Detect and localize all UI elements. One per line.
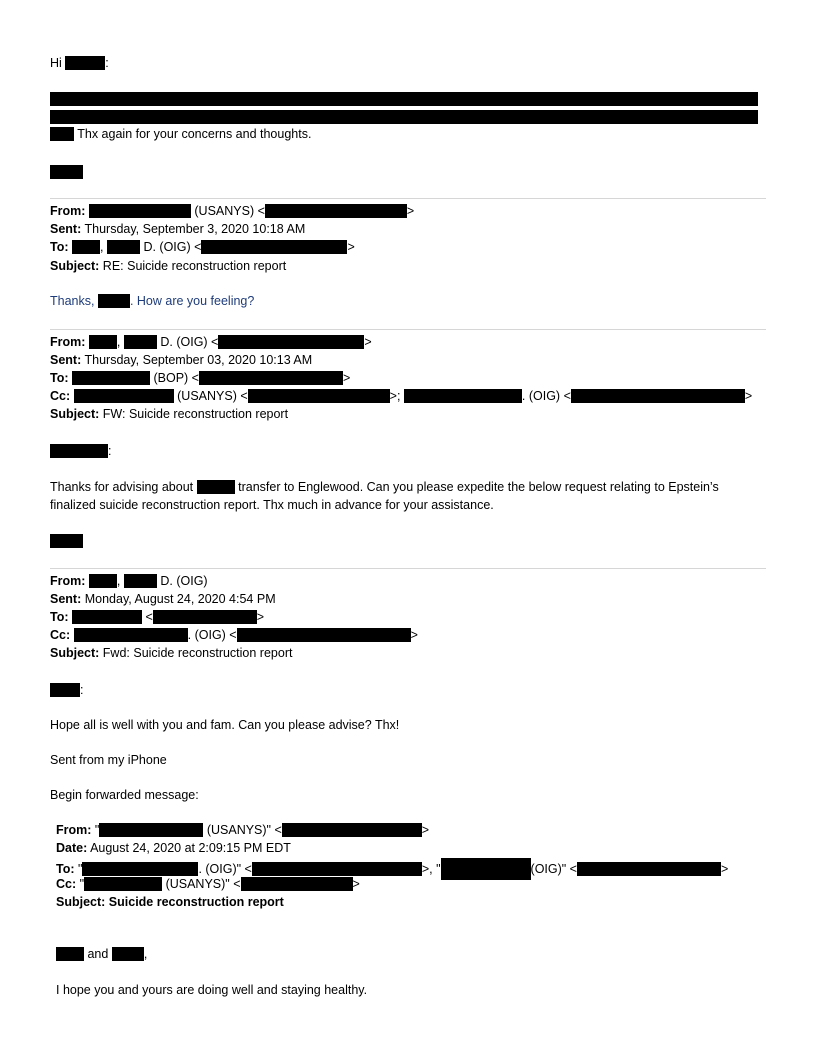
reply2-body-line2 bbox=[50, 497, 494, 513]
redaction bbox=[74, 628, 188, 642]
redaction-block bbox=[50, 110, 758, 124]
redaction bbox=[65, 56, 105, 70]
from-label: From: bbox=[56, 823, 92, 837]
comma: , bbox=[100, 240, 104, 254]
cc-org: (USANYS) < bbox=[177, 389, 248, 403]
redaction bbox=[282, 823, 422, 837]
forwarded-from bbox=[56, 822, 429, 838]
forwarded-cc bbox=[56, 876, 360, 892]
sent-value: Thursday, September 3, 2020 10:18 AM bbox=[84, 222, 306, 236]
forwarded-salutation bbox=[56, 946, 147, 962]
subject-label: Subject: bbox=[50, 646, 100, 660]
reply3-salutation bbox=[50, 682, 83, 698]
redaction bbox=[50, 444, 108, 458]
body-text: transfer to Englewood. Can you please expedite the below request relating to Epstein’s bbox=[238, 480, 719, 494]
redaction bbox=[72, 610, 142, 624]
body-text: finalized suicide reconstruction report. Thx much in advance for your assistance. bbox=[50, 498, 494, 512]
intro-line bbox=[50, 126, 311, 142]
bracket: > bbox=[352, 877, 360, 891]
bracket: > bbox=[342, 371, 351, 385]
redaction-block bbox=[50, 92, 758, 106]
sent-label: Sent: bbox=[50, 353, 82, 367]
cc-org: . (OIG) < bbox=[187, 628, 237, 642]
redaction bbox=[248, 389, 390, 403]
redaction bbox=[124, 335, 157, 349]
reply3-cc bbox=[50, 627, 418, 643]
to-org: < bbox=[145, 610, 153, 624]
sent-value: Monday, August 24, 2020 4:54 PM bbox=[84, 592, 276, 606]
reply2-sent bbox=[50, 352, 312, 368]
redaction bbox=[218, 335, 364, 349]
cc-org: . (OIG) < bbox=[521, 389, 571, 403]
reply1-to bbox=[50, 239, 355, 255]
body-text: Thanks, bbox=[50, 294, 95, 308]
bracket: > bbox=[406, 204, 415, 218]
reply3-body-line1 bbox=[50, 717, 399, 733]
forwarded-body-line1 bbox=[56, 982, 367, 998]
bracket: > bbox=[744, 389, 753, 403]
to-label: To: bbox=[50, 371, 69, 385]
to-org: . (OIG)" < bbox=[198, 862, 252, 876]
redaction bbox=[441, 858, 531, 880]
redaction bbox=[82, 862, 198, 876]
greeting-line bbox=[50, 55, 109, 71]
redaction bbox=[89, 204, 191, 218]
redaction bbox=[197, 480, 235, 494]
separator bbox=[50, 329, 766, 330]
bracket: > bbox=[364, 335, 372, 349]
subject-label: Subject: bbox=[50, 407, 100, 421]
quote: " bbox=[94, 823, 100, 837]
reply3-body-line2 bbox=[50, 752, 167, 768]
reply1-sent bbox=[50, 221, 305, 237]
to-org: D. (OIG) < bbox=[143, 240, 202, 254]
redaction bbox=[124, 574, 157, 588]
colon: : bbox=[80, 683, 84, 697]
from-org: D. (OIG) bbox=[160, 574, 208, 588]
comma: , bbox=[143, 947, 148, 961]
bracket: > bbox=[410, 628, 418, 642]
body-text: Thanks for advising about bbox=[50, 480, 194, 494]
reply2-from bbox=[50, 334, 372, 350]
reply1-from bbox=[50, 203, 414, 219]
subject-value: FW: Suicide reconstruction report bbox=[102, 407, 289, 421]
intro-text: Thx again for your concerns and thoughts. bbox=[77, 127, 312, 141]
subject-label: Subject: bbox=[50, 259, 100, 273]
body-text: . How are you feeling? bbox=[129, 294, 255, 308]
subject-label: Subject: bbox=[56, 895, 106, 909]
bracket: > bbox=[721, 862, 729, 876]
reply3-from bbox=[50, 573, 208, 589]
cc-label: Cc: bbox=[50, 628, 71, 642]
redaction bbox=[72, 240, 100, 254]
bracket: > bbox=[256, 610, 265, 624]
redaction bbox=[571, 389, 745, 403]
reply2-subject bbox=[50, 406, 288, 422]
redaction bbox=[89, 574, 117, 588]
redaction bbox=[74, 389, 174, 403]
date-value: August 24, 2020 at 2:09:15 PM EDT bbox=[90, 841, 291, 855]
redaction bbox=[99, 823, 203, 837]
redaction bbox=[404, 389, 522, 403]
cc-org: (USANYS)" < bbox=[165, 877, 241, 891]
from-org: (USANYS)" < bbox=[206, 823, 282, 837]
redaction bbox=[237, 628, 411, 642]
sent-label: Sent: bbox=[50, 222, 82, 236]
redaction bbox=[84, 877, 162, 891]
to-label: To: bbox=[50, 240, 69, 254]
comma: , bbox=[116, 574, 121, 588]
redaction bbox=[265, 204, 407, 218]
to-label: To: bbox=[50, 610, 69, 624]
redaction bbox=[107, 240, 140, 254]
sent-value: Thursday, September 03, 2020 10:13 AM bbox=[84, 353, 313, 367]
reply3-sent bbox=[50, 591, 276, 607]
reply2-cc bbox=[50, 388, 752, 404]
greeting-text: Hi bbox=[50, 56, 62, 70]
date-label: Date: bbox=[56, 841, 88, 855]
from-org: D. (OIG) < bbox=[160, 335, 219, 349]
cc-label: Cc: bbox=[56, 877, 77, 891]
redaction bbox=[72, 371, 150, 385]
bracket: > bbox=[421, 823, 430, 837]
redaction bbox=[241, 877, 353, 891]
from-label: From: bbox=[50, 204, 86, 218]
from-label: From: bbox=[50, 574, 86, 588]
redaction bbox=[50, 127, 74, 141]
reply3-body-line3 bbox=[50, 787, 199, 803]
redaction bbox=[50, 683, 80, 697]
reply1-body bbox=[50, 293, 254, 309]
forwarded-subject bbox=[56, 894, 284, 910]
colon: : bbox=[108, 444, 112, 458]
quote: " bbox=[79, 877, 85, 891]
reply3-to bbox=[50, 609, 264, 625]
from-label: From: bbox=[50, 335, 86, 349]
reply2-to bbox=[50, 370, 350, 386]
to-separator: >, " bbox=[421, 862, 441, 876]
separator bbox=[50, 568, 766, 569]
reply3-subject bbox=[50, 645, 292, 661]
reply2-body-line1 bbox=[50, 479, 719, 495]
to-label: To: bbox=[56, 862, 75, 876]
sent-label: Sent: bbox=[50, 592, 82, 606]
greeting-colon: : bbox=[105, 56, 109, 70]
cc-separator: >; bbox=[389, 389, 401, 403]
subject-value: Suicide reconstruction report bbox=[108, 895, 284, 909]
redaction bbox=[98, 294, 130, 308]
cc-label: Cc: bbox=[50, 389, 71, 403]
signature-redaction bbox=[50, 534, 83, 548]
to-org: (BOP) < bbox=[153, 371, 199, 385]
body-text: I hope you and yours are doing well and staying healthy. bbox=[56, 983, 368, 997]
comma: , bbox=[116, 335, 121, 349]
subject-value: RE: Suicide reconstruction report bbox=[102, 259, 287, 273]
redaction bbox=[56, 947, 84, 961]
redaction bbox=[112, 947, 144, 961]
quote: " bbox=[78, 862, 83, 876]
to-org: (OIG)" < bbox=[530, 862, 577, 876]
forwarded-date bbox=[56, 840, 291, 856]
body-text: Sent from my iPhone bbox=[50, 753, 167, 767]
signature-redaction bbox=[50, 165, 83, 179]
body-text: Begin forwarded message: bbox=[50, 788, 199, 802]
reply1-subject bbox=[50, 258, 286, 274]
subject-value: Fwd: Suicide reconstruction report bbox=[102, 646, 293, 660]
redaction bbox=[153, 610, 257, 624]
redaction bbox=[89, 335, 117, 349]
redaction bbox=[252, 862, 422, 876]
separator bbox=[50, 198, 766, 199]
salutation-text: and bbox=[87, 947, 109, 961]
redaction bbox=[199, 371, 343, 385]
from-org: (USANYS) < bbox=[194, 204, 265, 218]
bracket: > bbox=[347, 240, 355, 254]
reply2-salutation bbox=[50, 443, 111, 459]
body-text: Hope all is well with you and fam. Can you please advise? Thx! bbox=[50, 718, 400, 732]
redaction bbox=[577, 862, 721, 876]
redaction bbox=[201, 240, 347, 254]
